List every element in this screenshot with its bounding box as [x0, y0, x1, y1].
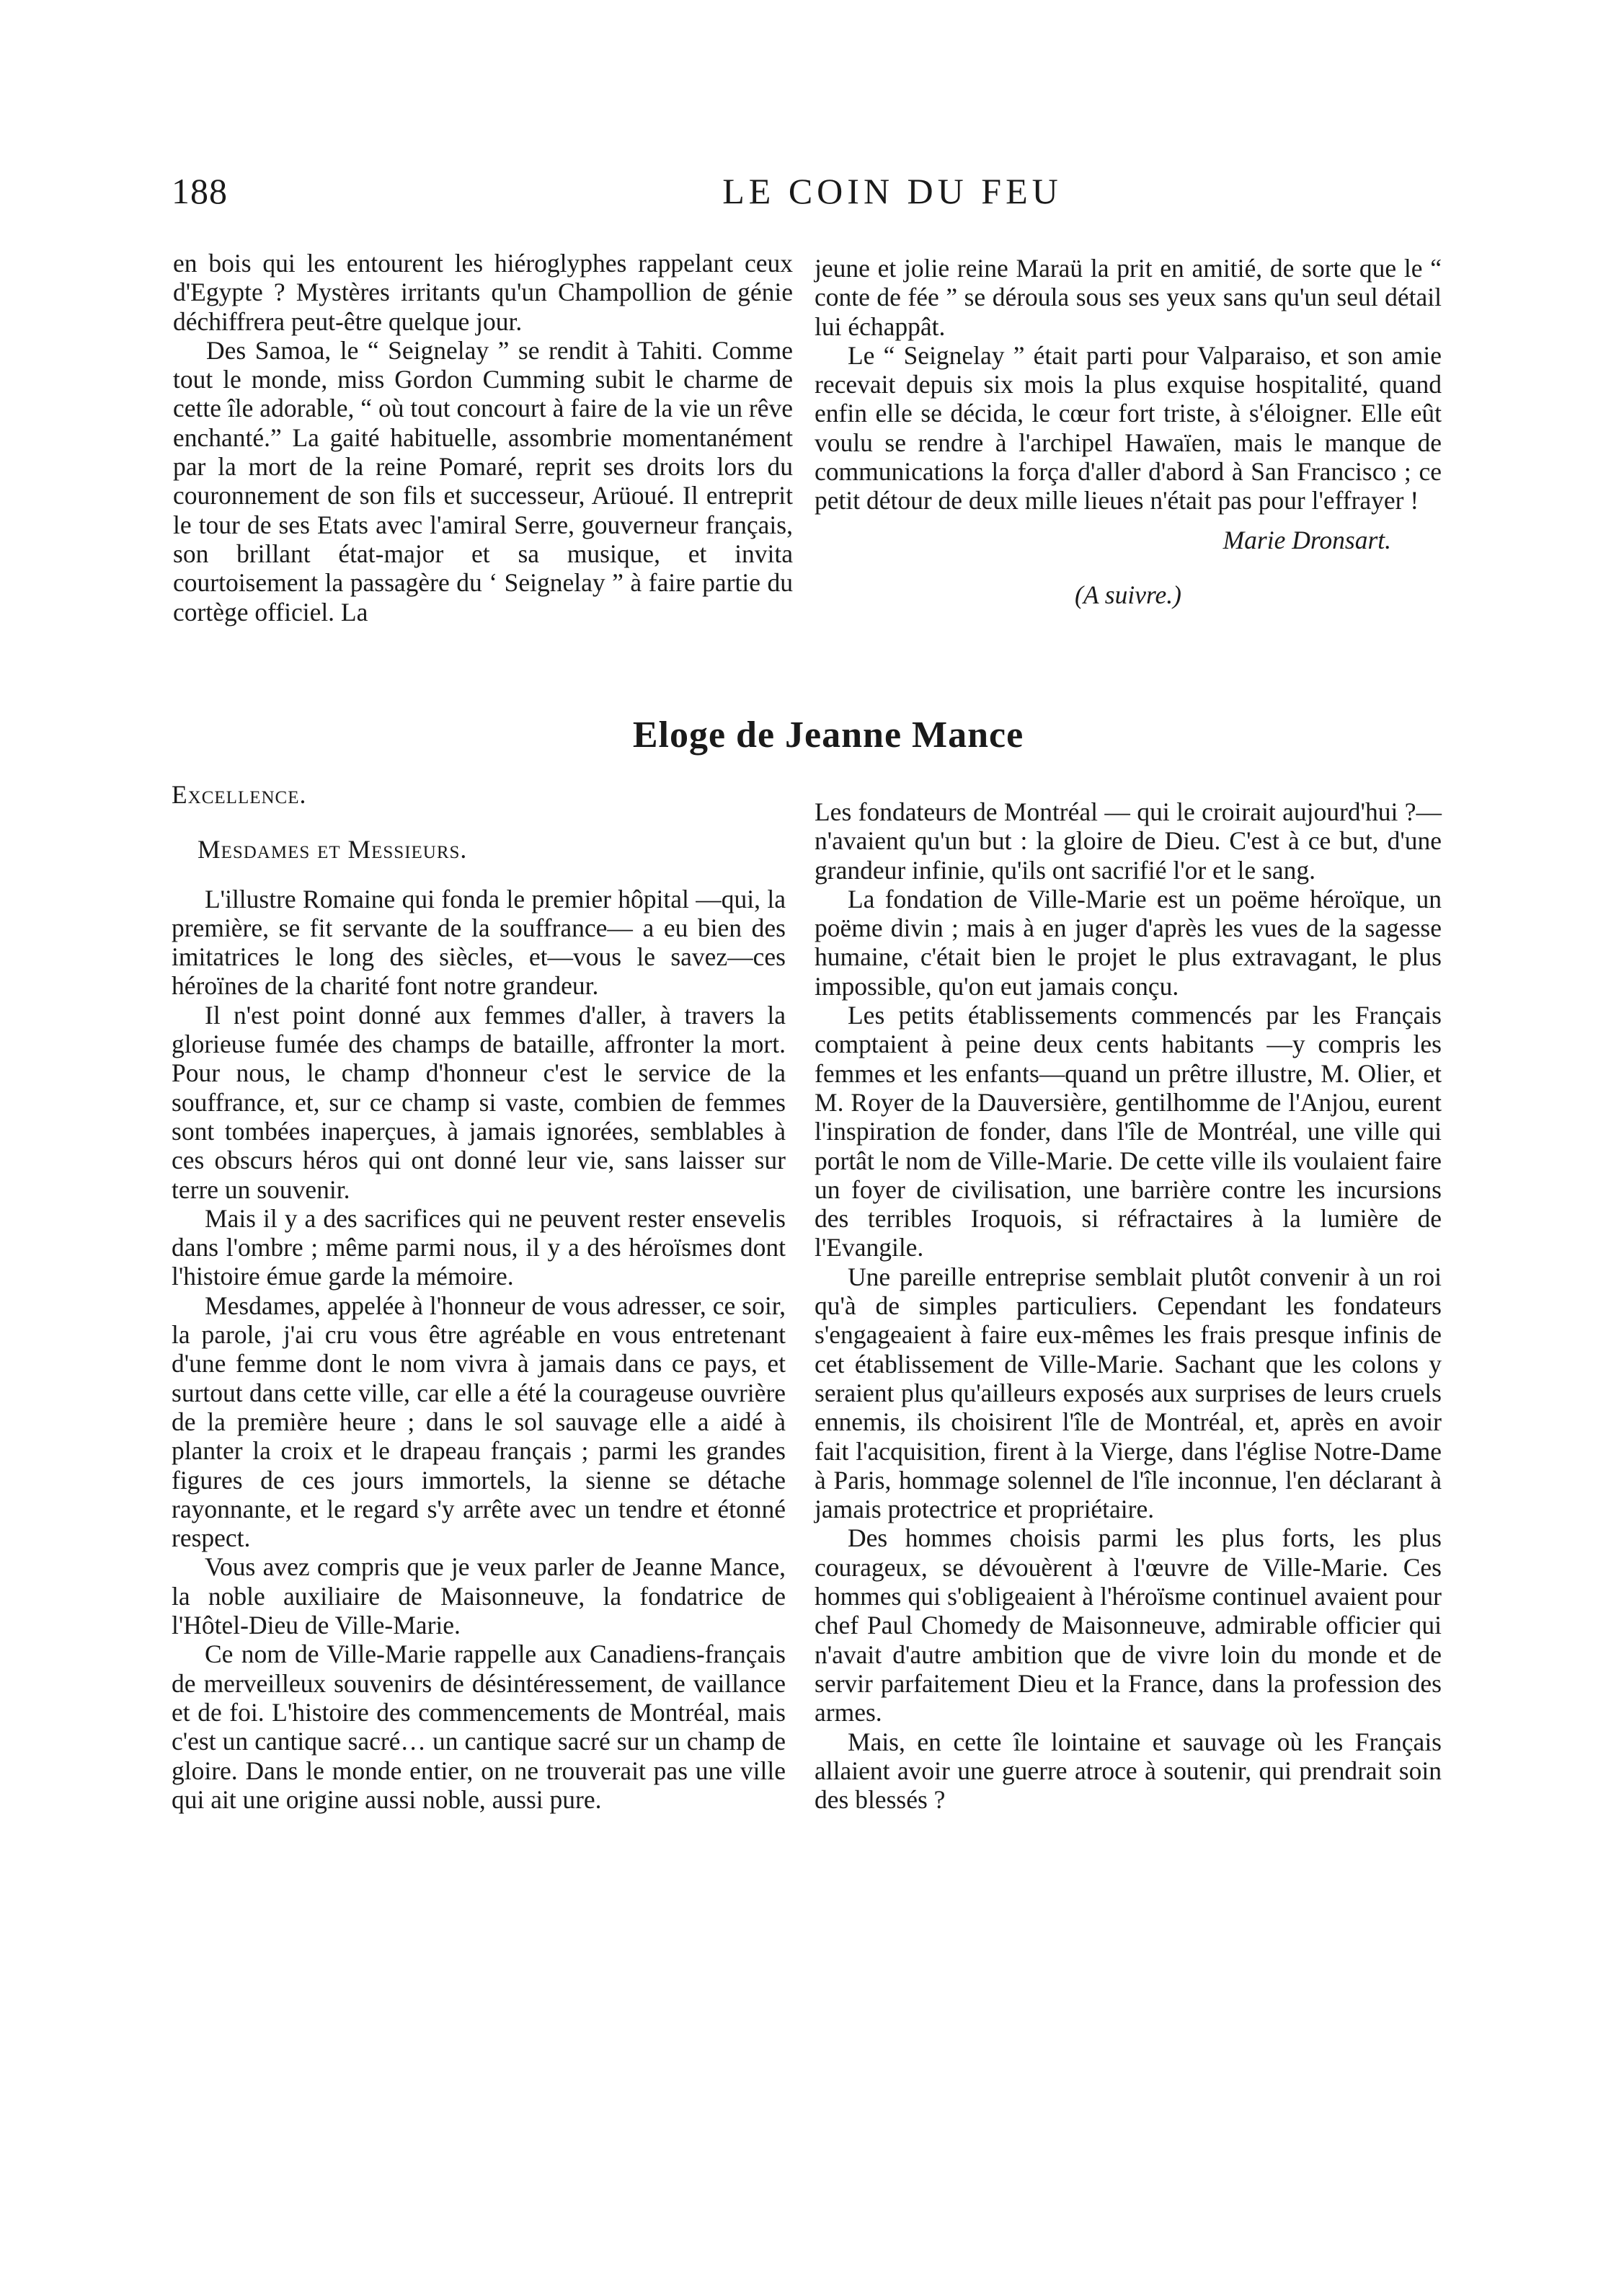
page-number: 188: [172, 171, 228, 211]
running-header: [172, 170, 1447, 228]
salutation-excellence: Excellence.: [172, 780, 307, 809]
paragraph: Mesdames, appelée à l'honneur de vous adresser, ce soir, la parole, j'ai cru vous être agréable en vous entretenant d'une femme dont le nom vivra à jamais dans ce pays, et surtout dans cette ville, car elle a été la courageuse ouvrière de la première heure ; dans le sol sauvage elle a aidé à planter la croix et le drapeau français ; parmi les grandes figures de ces jours immortels, la sienne se détache rayonnante, et le regard s'y arrête avec un tendre et étonné respect.: [172, 1291, 786, 1553]
salutation-mesdames: Mesdames et Messieurs.: [198, 835, 468, 864]
paragraph: Il n'est point donné aux femmes d'aller, à travers la glorieuse fumée des champs de bataille, affronter la mort. Pour nous, le champ d'honneur c'est le service de la souffrance, et, sur ce champ si vaste, combien de femmes sont tombées inaperçues, à jamais ignorées, semblables à ces obscurs héros qui ont donné leur vie, sans laisser sur terre un souvenir.: [172, 1000, 786, 1204]
paragraph: Les petits établissements commencés par les Français comptaient à peine deux cents habitants —y compris les femmes et les enfants—quand un prêtre illustre, M. Olier, et M. Royer de la Dauversière, gentilhomme de l'Anjou, eurent l'inspiration de fonder, dans l'île de Montréal, une ville qui portât le nom de Ville-Marie. De cette ville ils voulaient faire un foyer de civilisation, une barrière contre les incursions des terribles Iroquois, si réfractaires à la lumière de l'Evangile.: [815, 1001, 1442, 1262]
bottom-left-column: [172, 780, 786, 1814]
paragraph: L'illustre Romaine qui fonda le premier hôpital —qui, la première, se fit servante de la souffrance— a eu bien des imitatrices le long des siècles, et—vous le savez—ces héroïnes de la charité font notre grandeur.: [172, 884, 786, 1001]
paragraph: Ce nom de Ville-Marie rappelle aux Canadiens-français de merveilleux souvenirs de désintéressement, de vaillance et de foi. L'histoire des commencements de Montréal, mais c'est un cantique sacré… un cantique sacré sur un champ de gloire. Dans le monde entier, on ne trouverait pas une ville qui ait une origine aussi noble, aussi pure.: [172, 1639, 786, 1814]
to-be-continued: (A suivre.): [1075, 580, 1181, 609]
author-signature: Marie Dronsart.: [1223, 525, 1391, 554]
paragraph: La fondation de Ville-Marie est un poëme héroïque, un poëme divin ; mais à en juger d'après les vues de la sagesse humaine, c'était bien le projet le plus extravagant, le plus impossible, qu'on eut jamais conçu.: [815, 884, 1442, 1001]
paragraph: en bois qui les entourent les hiéroglyphes rappelant ceux d'Egypte ? Mystères irritants qu'un Champollion de génie déchiffrera peut-être quelque jour.: [173, 249, 793, 336]
paragraph: Mais, en cette île lointaine et sauvage où les Français allaient avoir une guerre atroce à soutenir, qui prendrait soin des blessés ?: [815, 1727, 1442, 1815]
paragraph: Les fondateurs de Montréal — qui le croirait aujourd'hui ?—n'avaient qu'un but : la gloire de Dieu. C'est à ce but, d'une grandeur infinie, qu'ils ont sacrifié l'or et le sang.: [815, 797, 1442, 885]
top-left-column: [173, 249, 793, 627]
paragraph: jeune et jolie reine Maraü la prit en amitié, de sorte que le “ conte de fée ” se déroula sous ses yeux sans qu'un seul détail lui échappât.: [815, 254, 1442, 341]
running-title: LE COIN DU FEU: [722, 171, 1062, 211]
top-right-column: [815, 254, 1442, 609]
paragraph: Une pareille entreprise semblait plutôt convenir à un roi qu'à de simples particuliers. Cependant les fondateurs s'engageaient à faire eux-mêmes les frais presque infinis de cet établissement de Ville-Marie. Sachant que les colons y seraient plus qu'ailleurs exposés aux surprises de leurs cruels ennemis, ils choisirent l'île de Montréal, et, après en avoir fait l'acquisition, firent à la Vierge, dans l'église Notre-Dame à Paris, hommage solennel de l'île inconnue, l'en déclarant à jamais protectrice et propriétaire.: [815, 1262, 1442, 1524]
paragraph: Des Samoa, le “ Seignelay ” se rendit à Tahiti. Comme tout le monde, miss Gordon Cumming subit le charme de cette île adorable, “ où tout concourt à faire de la vie un rêve enchanté.” La gaité habituelle, assombrie momentanément par la mort de la reine Pomaré, reprit ses droits lors du couronnement de son fils et successeur, Arüoué. Il entreprit le tour de ses Etats avec l'amiral Serre, gouverneur français, son brillant état-major et sa musique, et invita courtoisement la passagère du ‘ Seignelay ” à faire partie du cortège officiel. La: [173, 335, 793, 627]
section-title: Eloge de Jeanne Mance: [632, 714, 1024, 756]
paragraph: Vous avez compris que je veux parler de Jeanne Mance, la noble auxiliaire de Maisonneuve, la fondatrice de l'Hôtel-Dieu de Ville-Marie.: [172, 1552, 786, 1640]
paragraph: Le “ Seignelay ” était parti pour Valparaiso, et son amie recevait depuis six mois la plus exquise hospitalité, quand enfin elle se décida, le cœur fort triste, à s'éloigner. Elle eût voulu se rendre à l'archipel Hawaïen, mais le manque de communications la força d'aller d'abord à San Francisco ; ce petit détour de deux mille lieues n'était pas pour l'effrayer !: [815, 340, 1442, 515]
paragraph: Mais il y a des sacrifices qui ne peuvent rester ensevelis dans l'ombre ; même parmi nous, il y a des héroïsmes dont l'histoire émue garde la mémoire.: [172, 1203, 786, 1291]
paragraph: Des hommes choisis parmi les plus forts, les plus courageux, se dévouèrent à l'œuvre de Ville-Marie. Ces hommes qui s'obligeaient à l'héroïsme continuel avaient pour chef Paul Chomedy de Maisonneuve, admirable officier qui n'avait d'autre ambition que de vivre loin du monde et de servir parfaitement Dieu et la France, dans la profession des armes.: [815, 1523, 1442, 1727]
bottom-right-column: [815, 797, 1442, 1814]
